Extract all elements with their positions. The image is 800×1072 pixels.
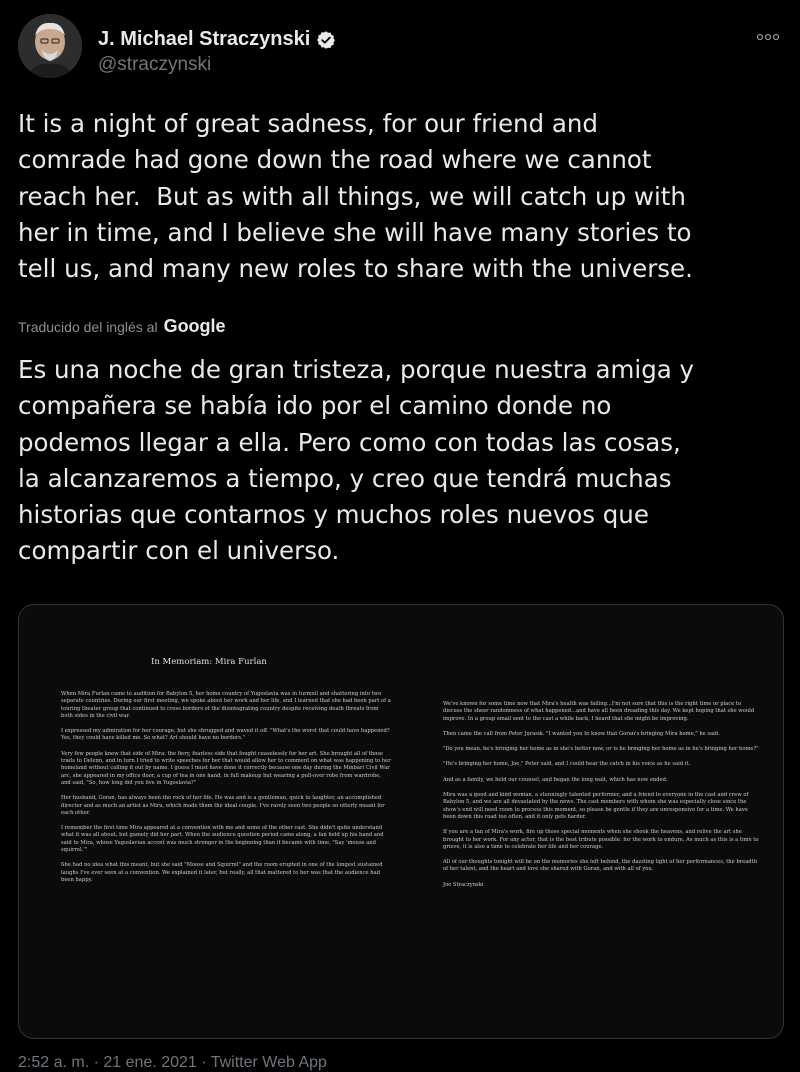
memoriam-paragraph: When Mira Furlan came to audition for Babylon 5, her home country of Yugoslavia was in turmoil and shattering into two separate countries. During our first meeting, we spoke about her work and her life, and I learned that she had been part of a touring theater group that continued to cross borders of the disintegrating country despite receiving death threats from both sides in the civil war.	[61, 691, 391, 719]
author-name[interactable]: J. Michael Straczynski	[98, 28, 311, 50]
memoriam-paragraph: We've known for some time now that Mira's health was failing...I'm not sure that this is the right time or place to discuss the sheer randomness of what happened...and have all been dreading this day. We kept hoping that she would improve. In a group email sent to the cast a while back, I heard that she might be improving.	[443, 701, 755, 722]
memoriam-right-column	[443, 701, 759, 897]
memoriam-paragraph: "Do you mean, he's bringing her home as in she's better now, or is he bringing her home as in he's bringing her home?"	[443, 746, 759, 753]
author-name-row	[98, 28, 336, 51]
memoriam-paragraph: If you are a fan of Mira's work, fire up those special moments when she shook the heavens, and relive the art she brought to her work. For any actor, that is the best tribute possible: for the work to endure. As much as this is a time to grieve, it is also a time to celebrate her life and her courage.	[443, 829, 759, 850]
tweet-header	[18, 14, 782, 84]
more-options-icon[interactable]	[754, 28, 782, 46]
tweet-timestamp[interactable]: 2:52 a. m. · 21 ene. 2021 · Twitter Web App	[18, 1054, 327, 1071]
memoriam-paragraph: She had no idea what this meant, but she said "Moose and Squirrel" and the room erupted in one of the longest sustained laughs I've ever seen at a convention. We explained it later, but really, all that mattered to her was that the audience had been happy.	[61, 862, 383, 883]
translation-attribution	[18, 316, 226, 337]
memoriam-paragraph: I expressed my admiration for her courage, but she shrugged and waved it off. "What's the worst that could have happened? Yes, they could have killed me. So what? Art should have no borders."	[61, 728, 390, 742]
memoriam-paragraph: Her husband, Goran, has always been the rock of her life. He was and is a gentleman, quick to laughter, an accomplished director and as much an artist as Mira, which made them the ideal couple. I've rarely seen two people so utterly meant for each other.	[61, 795, 385, 816]
attached-image[interactable]	[18, 604, 784, 1039]
memoriam-paragraph: I remember the first time Mira appeared at a convention with me and some of the other cast. She didn't quite understand what it was all about, but gamely did her part. When the audience question period came along, a fan held up his hand and said to Mira, whose Yugoslavian accent was much stronger in the beginning than it became with time, "Say 'mouse and squirrel.'"	[61, 825, 384, 854]
memoriam-paragraph: Very few people knew that side of Mira: the fiery, fearless side that fought ceaselessly for her art. She brought all of those traits to Delenn, and in turn I tried to write speeches for her that would allow her to comment on what was happening to her homeland without calling it out by name. I guess I must have done it correctly because one day during the Minbari Civil War arc, she appeared in my office door, a cup of tea in one hand, in full makeup but wearing a pull-over robe from wardrobe, and said, "So, how long did you live in Yugoslavia?"	[61, 750, 391, 786]
memoriam-paragraph: "He's bringing her home, Joe," Peter said, and I could hear the catch in his voice as he said it.	[443, 761, 691, 768]
memoriam-paragraph: And as a family, we held our counsel, and began the long wait, which has now ended.	[443, 776, 668, 783]
tweet-text: It is a night of great sadness, for our friend and comrade had gone down the road where we cannot reach her. But as with all things, we will catch up with her in time, and I believe she will have many stories to tell us, and many new roles to share with the universe.	[18, 109, 693, 284]
google-logo[interactable]: Google	[163, 316, 226, 336]
memoriam-paragraph: Then came the call from Peter Jurasik. "I wanted you to know that Goran's bringing Mira home," he said.	[443, 730, 720, 737]
verified-badge-icon	[316, 30, 336, 50]
memoriam-title: In Memoriam: Mira Furlan	[151, 657, 267, 667]
avatar[interactable]	[18, 14, 82, 78]
memoriam-paragraph: All of our thoughts tonight will be on the memories she left behind, the dazzling light of her performances, the breadth of her talent, and the heart and love she shared with Goran, and with all of you.	[443, 859, 758, 873]
memoriam-signature: Joe Straczynski	[443, 881, 484, 888]
memoriam-paragraph: Mira was a good and kind woman, a stunningly talented performer, and a friend to everyone in the cast and crew of Babylon 5, and we are all devastated by the news. The cast members with whom she was especially close since the show's end will need room to process this moment, so please be gentle if they are unresponsive for a time. We have been down this road too often, and it only gets harder.	[443, 792, 749, 820]
translation-text: Es una noche de gran tristeza, porque nuestra amiga y compañera se había ido por el camino donde no podemos llegar a ella. Pero como con todas las cosas, la alcanzaremos a tiempo, y creo que tendrá muchas historias que contarnos y muchos roles nuevos que compartir con el universo.	[18, 355, 695, 566]
memoriam-left-column	[61, 691, 391, 892]
translated-label: Traducido del inglés al	[18, 318, 158, 335]
author-handle[interactable]: @straczynski	[98, 54, 212, 75]
